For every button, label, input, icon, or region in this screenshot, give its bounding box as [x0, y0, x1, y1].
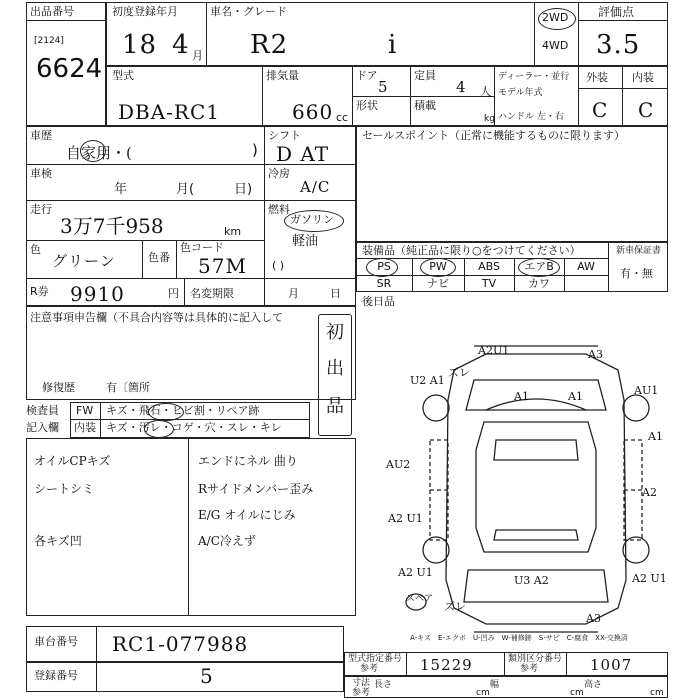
- diag-mark-front-left-door: U2 A1: [410, 374, 445, 387]
- diag-mark-front-top: A2U1: [478, 344, 510, 357]
- fw-items: キズ・飛石・ヒビ割・リペア跡: [106, 404, 260, 417]
- model-label: 型式: [112, 69, 134, 82]
- size-box: [344, 676, 668, 698]
- car-name: R2: [250, 30, 289, 60]
- warranty-label: 新車保証書: [616, 246, 662, 256]
- lot-label: 出品番号: [30, 5, 74, 18]
- displacement-unit: cc: [336, 111, 349, 124]
- color-code-value: 57M: [198, 254, 247, 278]
- fuel-diesel: 軽油: [292, 234, 319, 249]
- diag-mark-right-middle: A1: [648, 430, 663, 443]
- mileage-label: 走行: [30, 203, 52, 216]
- remark-left-1: オイルCPキズ: [34, 454, 111, 468]
- interior-insp-items: キズ・汚レ・コゲ・穴・スレ・キレ: [106, 421, 282, 434]
- mileage-unit: km: [224, 225, 242, 238]
- capacity-value: 4: [456, 78, 467, 96]
- equip-ps-circle: [366, 258, 398, 277]
- repair-label: 修復歴: [42, 381, 75, 394]
- exterior-label: 外装: [586, 71, 608, 84]
- car-name-label: 車名・グレード: [210, 5, 287, 18]
- color-label: 色: [30, 243, 41, 256]
- diag-mark-right-front: AU1: [634, 384, 659, 397]
- equip-aw: AW: [577, 260, 595, 273]
- interior-value: C: [638, 98, 655, 122]
- remark-left-2: シートシミ: [34, 482, 95, 496]
- inspection-year-unit: 年: [114, 182, 128, 197]
- diag-mark-left-rear: A2 U1: [398, 566, 433, 579]
- inspection-month-unit: 月(: [176, 182, 195, 197]
- cooler-label: 冷房: [268, 167, 290, 180]
- type-desig-value: 15229: [420, 656, 473, 674]
- repair-value: 有〔箇所: [106, 381, 150, 394]
- capacity-unit: 人: [480, 85, 491, 98]
- diag-mark-trunk: U3 A2: [514, 574, 549, 587]
- header-box: [106, 2, 668, 66]
- diag-mark-rear-bottom: A3: [586, 612, 601, 625]
- load-unit: kg: [484, 114, 495, 124]
- class-value: 1007: [590, 656, 633, 674]
- width-cm: cm: [570, 688, 584, 698]
- interior-label: 内装: [632, 71, 654, 84]
- first-reg-year: 18: [122, 30, 158, 60]
- diag-mark-spare: スペア: [406, 594, 434, 604]
- color-num-label: 色番: [148, 251, 170, 264]
- chassis-label: 車台番号: [34, 635, 78, 648]
- capacity-label: 定員: [414, 69, 436, 82]
- notes-header: 注意事項申告欄（不具合内容等は具体的に記入して: [30, 311, 283, 324]
- equipment-title: 装備品（純正品に限り○をつけてください）: [362, 244, 581, 257]
- diag-mark-left-rear-door: A2 U1: [388, 512, 423, 525]
- fw-label: FW: [76, 404, 94, 417]
- handle-label: ハンドル 左・右: [498, 112, 564, 122]
- name-change-day: 日: [330, 287, 341, 300]
- cooler-value: A/C: [300, 178, 331, 196]
- class-sub: 参考: [520, 664, 539, 674]
- fuel-label: 燃料: [268, 203, 290, 216]
- history-value: 自家用・(: [66, 144, 132, 162]
- type-desig-sub: 参考: [360, 664, 379, 674]
- equip-ps: PS: [377, 260, 391, 273]
- inspection-day-unit: 日): [234, 182, 253, 197]
- rating-value: 3.5: [596, 30, 641, 60]
- width-label: 幅: [490, 680, 500, 690]
- equip-sr: SR: [376, 277, 392, 290]
- equip-navi: ナビ: [427, 277, 449, 290]
- equip-leather: カワ: [528, 277, 550, 290]
- diag-mark-front-left: ズレ: [448, 366, 470, 379]
- lot-number: 6624: [36, 54, 103, 84]
- remark-right-4: A/C冷えず: [198, 534, 256, 548]
- history-circle: [80, 140, 106, 162]
- exterior-value: C: [592, 98, 609, 122]
- history-label: 車歴: [30, 129, 52, 142]
- class-label: 類別区分番号: [508, 654, 563, 664]
- equip-tv: TV: [481, 277, 497, 290]
- rating-label: 評価点: [598, 5, 635, 19]
- displacement-label: 排気量: [266, 69, 299, 82]
- recycle-label: R券: [30, 285, 49, 298]
- doors-value: 5: [378, 78, 389, 96]
- history-close: ): [252, 141, 258, 159]
- diag-mark-front-top-right: A3: [588, 348, 603, 361]
- first-reg-month: 4: [172, 30, 190, 60]
- first-sale-char-3: 品: [326, 396, 344, 417]
- reg-label: 登録番号: [34, 669, 78, 682]
- size-sub: 参考: [352, 688, 371, 698]
- back-seat-label: 後日品: [362, 295, 395, 308]
- type-desig-label: 型式指定番号: [348, 654, 403, 664]
- inspector-label-top: 検査員: [26, 404, 59, 417]
- height-label: 高さ: [584, 680, 603, 690]
- diag-mark-right-rear: A2: [642, 486, 657, 499]
- interior-insp-label: 内装: [74, 421, 96, 434]
- shift-label: シフト: [268, 129, 301, 142]
- equip-abs: ABS: [478, 260, 500, 273]
- equip-airbag-circle: [518, 258, 560, 277]
- dealer-label: ディーラー・並行: [498, 72, 570, 82]
- drive-4wd: 4WD: [542, 39, 569, 52]
- model-year-label: モデル年式: [498, 88, 543, 98]
- doors-label: ドア: [356, 69, 378, 82]
- stain-circle: [144, 420, 174, 438]
- sales-point-label: セールスポイント（正常に機能するものに限ります）: [362, 129, 626, 142]
- shift-value: D AT: [276, 142, 330, 166]
- length-label: 長さ: [374, 680, 393, 690]
- inspector-label-bottom: 記入欄: [26, 421, 59, 434]
- fuel-gas: ガソリン: [290, 213, 334, 226]
- fuel-paren: ( ): [272, 259, 285, 272]
- equip-airbag: エアB: [524, 260, 554, 273]
- first-reg-label: 初度登録年月: [112, 5, 178, 18]
- reg-value: 5: [200, 664, 214, 688]
- remark-left-4: 各キズ凹: [34, 534, 82, 548]
- remark-right-2: Rサイドメンバー歪み: [198, 482, 314, 496]
- length-cm: cm: [476, 688, 490, 698]
- shape-label: 形状: [356, 99, 378, 112]
- diag-mark-rear-right: A2 U1: [632, 572, 667, 585]
- color-value: グリーン: [52, 252, 116, 270]
- diagram-legend: A-キズ E-エクボ U-凹み W-補修跡 S-サビ C-腐食 XX-交換済: [410, 634, 628, 642]
- first-sale-char-2: 出: [326, 358, 344, 379]
- height-cm: cm: [650, 688, 664, 698]
- size-label: 寸法: [352, 678, 371, 688]
- equip-pw-circle: [420, 258, 456, 277]
- color-code-label: 色コード: [180, 241, 224, 254]
- grade: i: [388, 30, 398, 60]
- chassis-value: RC1-077988: [112, 632, 249, 656]
- first-reg-month-unit: 月: [192, 49, 203, 62]
- diag-mark-hood: A1: [514, 390, 529, 403]
- name-change-label: 名変期限: [190, 287, 234, 300]
- model-value: DBA-RC1: [118, 100, 221, 124]
- lot-code: [2124]: [34, 36, 64, 46]
- remark-right-3: E/G オイルにじみ: [198, 508, 296, 522]
- sales-box: [356, 126, 668, 242]
- chip-circle: [148, 403, 184, 421]
- load-label: 積載: [414, 99, 436, 112]
- diag-mark-left-middle: AU2: [386, 458, 411, 471]
- mileage-value: 3万7千958: [60, 214, 164, 238]
- warranty-value: 有・無: [620, 267, 653, 280]
- diag-mark-rear-left: ズレ: [444, 600, 466, 613]
- name-change-month: 月: [288, 287, 299, 300]
- equip-pw: PW: [429, 260, 447, 273]
- drive-2wd: 2WD: [542, 11, 569, 24]
- diag-mark-front-right: A1: [568, 390, 583, 403]
- fuel-gas-circle: [284, 210, 344, 232]
- recycle-unit: 円: [168, 287, 179, 300]
- remark-right-1: エンドにネル 曲り: [198, 454, 298, 468]
- first-sale-char-1: 初: [326, 322, 344, 343]
- inspection-label: 車検: [30, 167, 52, 180]
- recycle-value: 9910: [70, 282, 125, 306]
- displacement-value: 660: [292, 100, 334, 124]
